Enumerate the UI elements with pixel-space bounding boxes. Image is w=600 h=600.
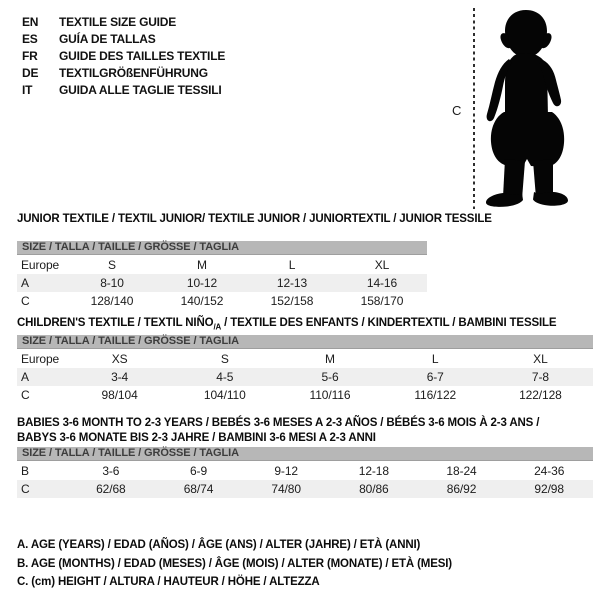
age-cell: 7-8 — [531, 370, 549, 384]
language-code: ES — [22, 32, 38, 46]
language-row — [22, 83, 225, 100]
age-cell: 3-4 — [111, 370, 129, 384]
babies-size-table — [17, 447, 593, 498]
section-title-line: BABYS 3-6 MONATE BIS 2-3 JAHRE / BAMBINI 3-6 MESI A 2-3 ANNI — [17, 432, 376, 444]
age-cell: 8-10 — [100, 276, 124, 290]
size-cell: L — [288, 258, 296, 272]
height-cell: 68/74 — [183, 482, 214, 496]
height-cell: 92/98 — [534, 482, 564, 496]
table-row-europe — [17, 256, 427, 274]
language-code: EN — [22, 15, 39, 29]
size-header-row: SIZE / TALLA / TAILLE / GRÖSSE / TAGLIA — [17, 241, 427, 255]
language-title: GUÍA DE TALLAS — [59, 32, 156, 46]
row-label: A — [21, 276, 29, 290]
age-cell: 12-13 — [276, 276, 308, 290]
height-measure-line — [473, 8, 475, 209]
language-title-block — [22, 15, 225, 100]
language-title: GUIDE DES TAILLES TEXTILE — [59, 49, 226, 63]
size-cell: L — [431, 352, 439, 366]
height-cell: 152/158 — [270, 294, 314, 308]
size-cell: S — [220, 352, 229, 366]
row-label: C — [21, 294, 30, 308]
size-cell: M — [197, 258, 207, 272]
language-title: TEXTILE SIZE GUIDE — [59, 15, 177, 29]
language-row — [22, 32, 225, 49]
section-title-sub: /A — [213, 322, 222, 332]
height-cell: 62/68 — [96, 482, 126, 496]
table-row-age — [17, 274, 427, 292]
section-title-line: BABIES 3-6 MONTH TO 2-3 YEARS / BEBÉS 3-6 MESES A 2-3 AÑOS / BÉBÉS 3-6 MOIS À 2-3 ANS / — [17, 417, 540, 429]
size-cell: M — [325, 352, 335, 366]
section-title-children — [17, 317, 556, 331]
age-cell: 6-7 — [426, 370, 444, 384]
height-cell: 128/140 — [90, 294, 134, 308]
table-row-height — [17, 386, 593, 404]
language-title: GUIDA ALLE TAGLIE TESSILI — [59, 83, 222, 97]
table-row-height — [17, 480, 593, 498]
height-cell: 104/110 — [203, 388, 246, 402]
footnote-age-months: B. AGE (MONTHS) / EDAD (MESES) / ÂGE (MOIS) / ALTER (MONATE) / ETÀ (MESI) — [17, 557, 452, 570]
section-title-junior: JUNIOR TEXTILE / TEXTIL JUNIOR/ TEXTILE JUNIOR / JUNIORTEXTIL / JUNIOR TESSILE — [17, 213, 492, 225]
table-row-europe — [17, 350, 593, 368]
height-cell: 80/86 — [359, 482, 389, 496]
age-cell: 3-6 — [102, 464, 120, 478]
height-measure-label: C — [452, 103, 462, 118]
age-cell: 5-6 — [321, 370, 339, 384]
age-cell: 6-9 — [189, 464, 208, 478]
language-row — [22, 49, 225, 66]
age-cell: 10-12 — [186, 276, 218, 290]
legend-footnotes — [17, 536, 452, 592]
height-cell: 116/122 — [414, 388, 457, 402]
language-row — [22, 66, 225, 83]
size-cell: S — [108, 258, 116, 272]
junior-size-table — [17, 241, 427, 310]
height-cell: 122/128 — [519, 388, 562, 402]
children-size-table — [17, 335, 593, 404]
language-row — [22, 15, 225, 32]
table-row-age — [17, 368, 593, 386]
table-row-height — [17, 292, 427, 310]
footnote-height: C. (cm) HEIGHT / ALTURA / HAUTEUR / HÖHE / ALTEZZA — [17, 576, 320, 588]
row-label: Europe — [21, 258, 60, 272]
row-label: Europe — [21, 352, 60, 366]
footnote-age-years: A. AGE (YEARS) / EDAD (AÑOS) / ÂGE (ANS) / ALTER (JAHRE) / ETÀ (ANNI) — [17, 539, 421, 551]
height-cell: 74/80 — [271, 482, 301, 496]
language-title: TEXTILGRÖßENFÜHRUNG — [59, 66, 208, 80]
height-cell: 158/170 — [360, 294, 404, 308]
row-label: C — [21, 388, 30, 402]
size-header-row: SIZE / TALLA / TAILLE / GRÖSSE / TAGLIA — [17, 335, 593, 349]
height-cell: 140/152 — [180, 294, 224, 308]
baby-silhouette-icon — [482, 9, 592, 209]
section-title-babies — [17, 416, 539, 446]
age-cell: 4-5 — [216, 370, 234, 384]
size-cell: XS — [111, 352, 128, 366]
size-cell: XL — [374, 258, 390, 272]
age-cell: 14-16 — [366, 276, 398, 290]
size-cell: XL — [533, 352, 548, 366]
height-cell: 98/104 — [101, 388, 138, 402]
row-label: C — [21, 482, 30, 496]
table-row-age-months — [17, 462, 593, 480]
row-label: A — [21, 370, 29, 384]
age-cell: 24-36 — [534, 464, 565, 478]
age-cell: 18-24 — [446, 464, 477, 478]
size-header-row: SIZE / TALLA / TAILLE / GRÖSSE / TAGLIA — [17, 447, 593, 461]
language-code: DE — [22, 66, 39, 80]
age-cell: 9-12 — [274, 464, 298, 478]
height-cell: 86/92 — [446, 482, 477, 496]
language-code: FR — [22, 49, 38, 63]
language-code: IT — [22, 83, 33, 97]
section-title-text: CHILDREN'S TEXTILE / TEXTIL NIÑO — [17, 317, 214, 329]
age-cell: 12-18 — [358, 464, 389, 478]
section-title-text: / TEXTILE DES ENFANTS / KINDERTEXTIL / BAMBINI TESSILE — [221, 317, 557, 329]
row-label: B — [21, 464, 29, 478]
height-cell: 110/116 — [309, 388, 351, 402]
